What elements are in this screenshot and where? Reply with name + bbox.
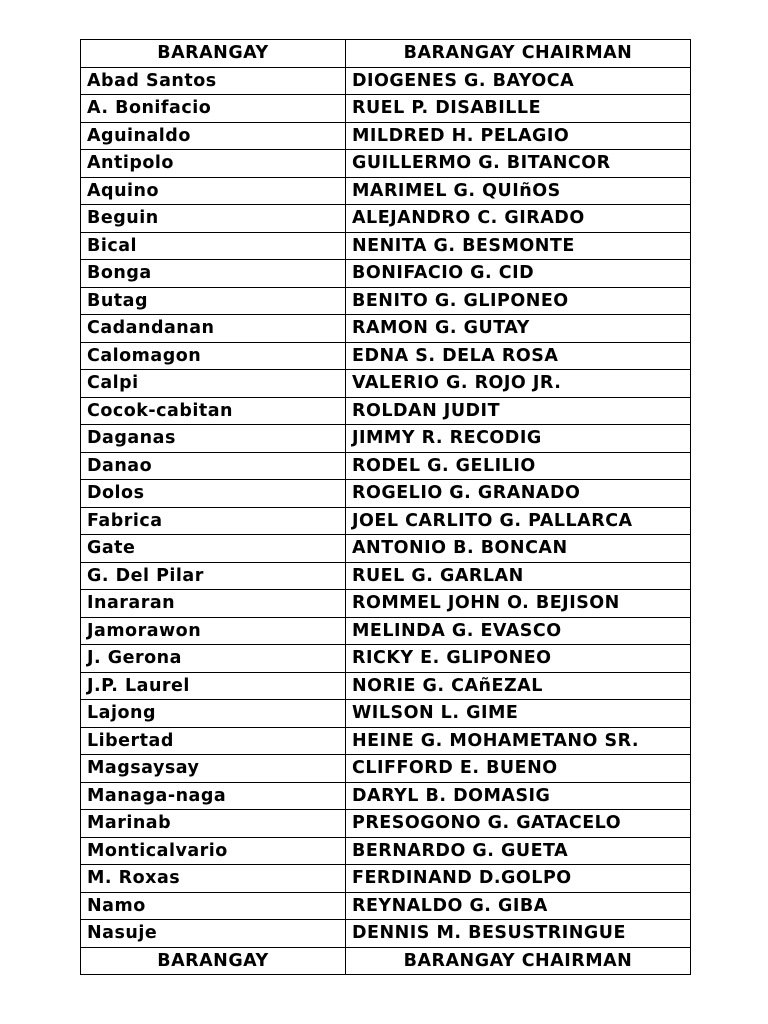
chairman-cell: PRESOGONO G. GATACELO: [346, 810, 691, 838]
table-row: [81, 535, 691, 563]
barangay-cell: Jamorawon: [81, 617, 346, 645]
table-row: [81, 700, 691, 728]
barangay-cell: Aquino: [81, 177, 346, 205]
chairman-cell: MILDRED H. PELAGIO: [346, 122, 691, 150]
table-row: [81, 315, 691, 343]
chairman-cell: CLIFFORD E. BUENO: [346, 755, 691, 783]
chairman-cell: DARYL B. DOMASIG: [346, 782, 691, 810]
barangay-cell: Gate: [81, 535, 346, 563]
barangay-cell: Cadandanan: [81, 315, 346, 343]
chairman-cell: FERDINAND D.GOLPO: [346, 865, 691, 893]
table-row: [81, 810, 691, 838]
barangay-cell: J.P. Laurel: [81, 672, 346, 700]
table-body: [81, 40, 691, 975]
table-row: [81, 727, 691, 755]
table-row: [81, 370, 691, 398]
chairman-cell: NORIE G. CAñEZAL: [346, 672, 691, 700]
chairman-cell: BENITO G. GLIPONEO: [346, 287, 691, 315]
barangay-cell: A. Bonifacio: [81, 95, 346, 123]
table-row: [81, 892, 691, 920]
barangay-cell: Aguinaldo: [81, 122, 346, 150]
barangay-cell: Daganas: [81, 425, 346, 453]
table-row: [81, 782, 691, 810]
barangay-chairman-table: [80, 39, 691, 975]
chairman-cell: JOEL CARLITO G. PALLARCA: [346, 507, 691, 535]
chairman-cell: MARIMEL G. QUIñOS: [346, 177, 691, 205]
table-row: [81, 837, 691, 865]
chairman-cell: MELINDA G. EVASCO: [346, 617, 691, 645]
chairman-cell: DENNIS M. BESUSTRINGUE: [346, 920, 691, 948]
footer-barangay: BARANGAY: [81, 947, 346, 975]
barangay-cell: Cocok-cabitan: [81, 397, 346, 425]
chairman-cell: RODEL G. GELILIO: [346, 452, 691, 480]
barangay-cell: G. Del Pilar: [81, 562, 346, 590]
barangay-cell: Antipolo: [81, 150, 346, 178]
table-row: [81, 507, 691, 535]
table-row: [81, 397, 691, 425]
table-row: [81, 95, 691, 123]
barangay-cell: Libertad: [81, 727, 346, 755]
barangay-cell: Calomagon: [81, 342, 346, 370]
barangay-cell: Butag: [81, 287, 346, 315]
table-row: [81, 865, 691, 893]
table-row: [81, 287, 691, 315]
barangay-cell: Abad Santos: [81, 67, 346, 95]
barangay-cell: Monticalvario: [81, 837, 346, 865]
barangay-cell: Inararan: [81, 590, 346, 618]
chairman-cell: EDNA S. DELA ROSA: [346, 342, 691, 370]
barangay-cell: Danao: [81, 452, 346, 480]
chairman-cell: BONIFACIO G. CID: [346, 260, 691, 288]
barangay-cell: Bical: [81, 232, 346, 260]
header-barangay: BARANGAY: [81, 40, 346, 68]
table-row: [81, 425, 691, 453]
table-row: [81, 617, 691, 645]
table-row: [81, 920, 691, 948]
chairman-cell: ROGELIO G. GRANADO: [346, 480, 691, 508]
table-row: [81, 755, 691, 783]
table-row: [81, 67, 691, 95]
header-chairman: BARANGAY CHAIRMAN: [346, 40, 691, 68]
table-row: [81, 260, 691, 288]
chairman-cell: DIOGENES G. BAYOCA: [346, 67, 691, 95]
chairman-cell: ALEJANDRO C. GIRADO: [346, 205, 691, 233]
barangay-cell: Beguin: [81, 205, 346, 233]
table-row: [81, 205, 691, 233]
barangay-cell: M. Roxas: [81, 865, 346, 893]
table-header-row: [81, 40, 691, 68]
table-row: [81, 645, 691, 673]
table-row: [81, 672, 691, 700]
chairman-cell: RICKY E. GLIPONEO: [346, 645, 691, 673]
barangay-cell: Magsaysay: [81, 755, 346, 783]
chairman-cell: ROMMEL JOHN O. BEJISON: [346, 590, 691, 618]
chairman-cell: RAMON G. GUTAY: [346, 315, 691, 343]
table-row: [81, 342, 691, 370]
chairman-cell: BERNARDO G. GUETA: [346, 837, 691, 865]
barangay-cell: Dolos: [81, 480, 346, 508]
chairman-cell: RUEL P. DISABILLE: [346, 95, 691, 123]
chairman-cell: VALERIO G. ROJO JR.: [346, 370, 691, 398]
chairman-cell: ANTONIO B. BONCAN: [346, 535, 691, 563]
barangay-cell: Bonga: [81, 260, 346, 288]
footer-chairman: BARANGAY CHAIRMAN: [346, 947, 691, 975]
barangay-cell: Fabrica: [81, 507, 346, 535]
chairman-cell: NENITA G. BESMONTE: [346, 232, 691, 260]
chairman-cell: JIMMY R. RECODIG: [346, 425, 691, 453]
table-row: [81, 480, 691, 508]
table-row: [81, 177, 691, 205]
table-row: [81, 452, 691, 480]
barangay-cell: Namo: [81, 892, 346, 920]
table-row: [81, 232, 691, 260]
barangay-cell: Marinab: [81, 810, 346, 838]
table-row: [81, 590, 691, 618]
barangay-cell: Lajong: [81, 700, 346, 728]
barangay-cell: J. Gerona: [81, 645, 346, 673]
table-row: [81, 122, 691, 150]
chairman-cell: GUILLERMO G. BITANCOR: [346, 150, 691, 178]
chairman-cell: HEINE G. MOHAMETANO SR.: [346, 727, 691, 755]
table-row: [81, 150, 691, 178]
chairman-cell: RUEL G. GARLAN: [346, 562, 691, 590]
chairman-cell: WILSON L. GIME: [346, 700, 691, 728]
chairman-cell: REYNALDO G. GIBA: [346, 892, 691, 920]
chairman-cell: ROLDAN JUDIT: [346, 397, 691, 425]
barangay-cell: Calpi: [81, 370, 346, 398]
table-footer-row: [81, 947, 691, 975]
barangay-cell: Managa-naga: [81, 782, 346, 810]
barangay-cell: Nasuje: [81, 920, 346, 948]
table-row: [81, 562, 691, 590]
